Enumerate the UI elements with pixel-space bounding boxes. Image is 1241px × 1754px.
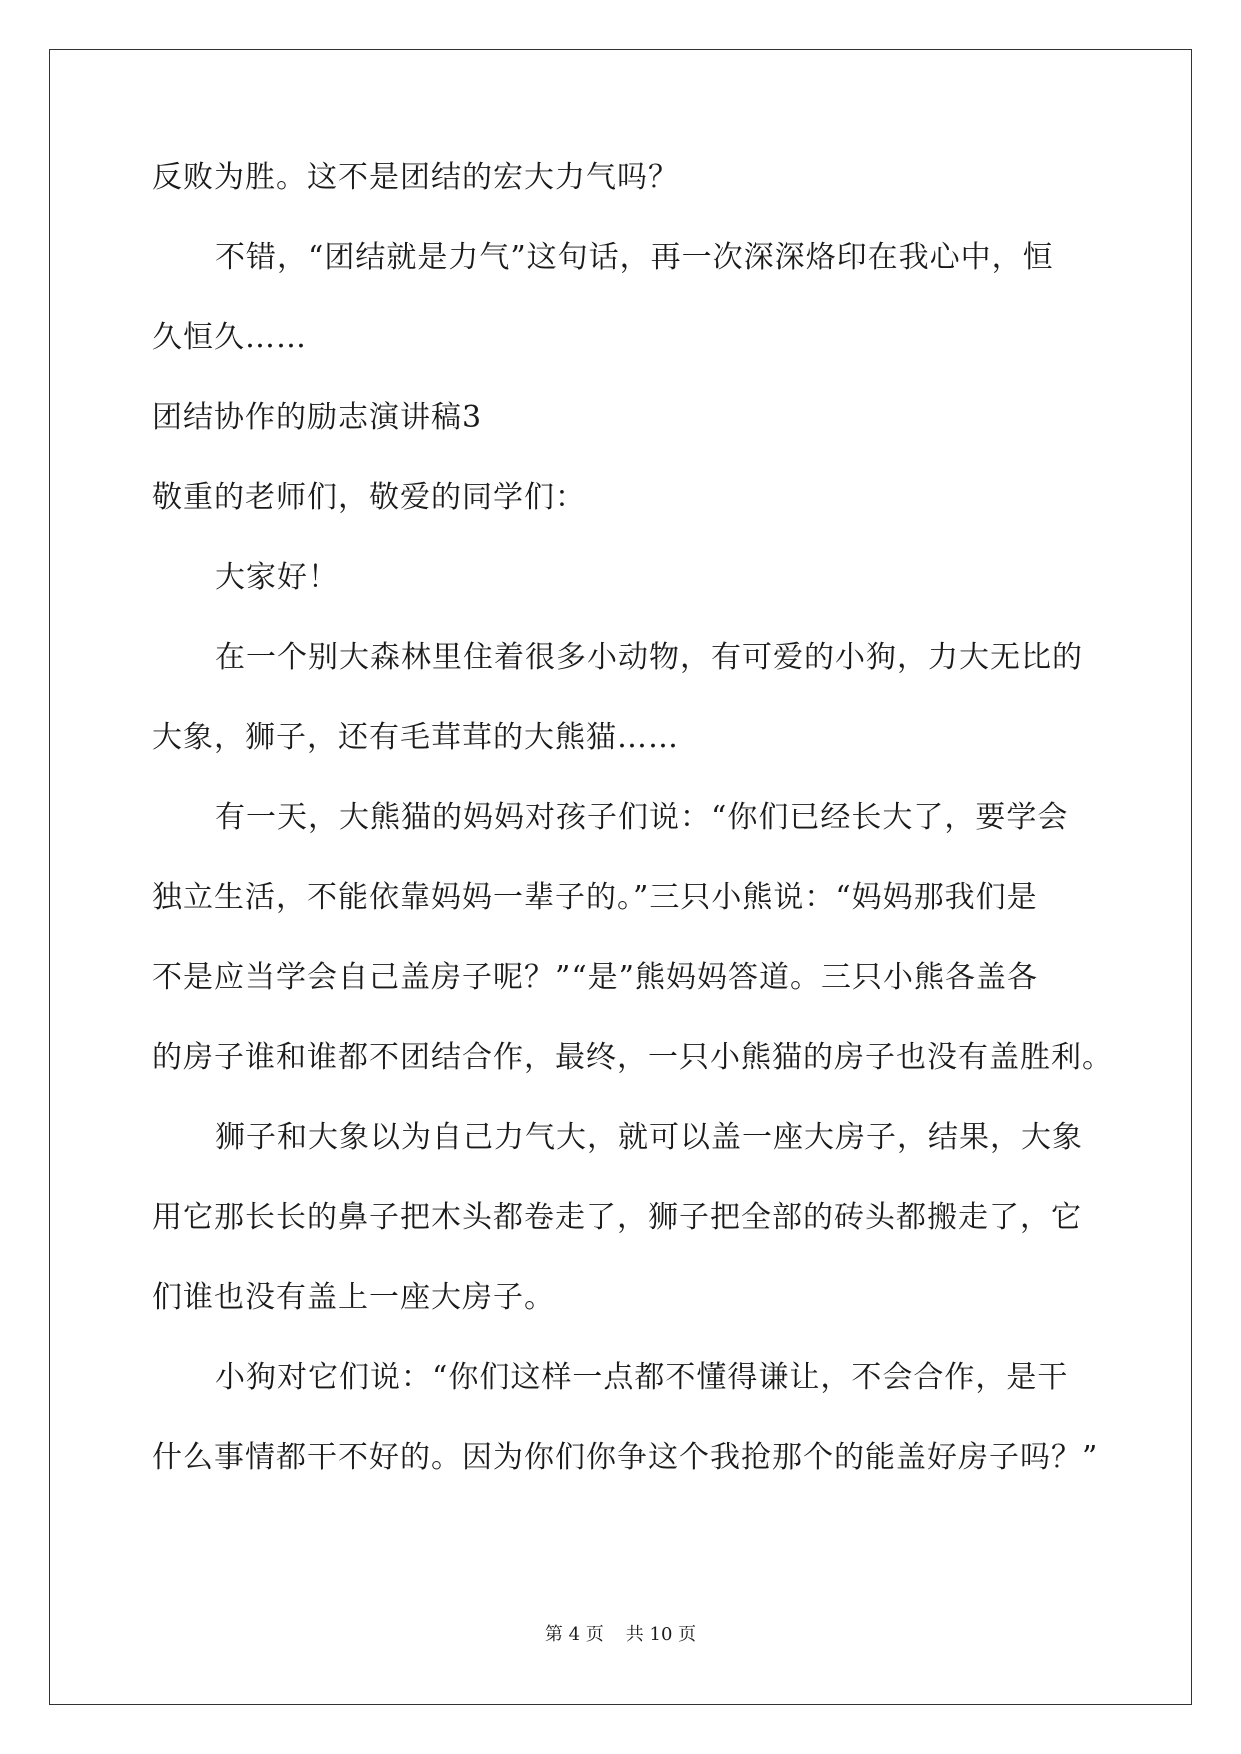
text-line: 大象，狮子，还有毛茸茸的大熊猫…… — [152, 720, 679, 755]
page-number: 第 4 页 — [544, 1624, 604, 1645]
text-line: 不是应当学会自己盖房子呢？”“是”熊妈妈答道。三只小熊各盖各 — [152, 960, 1039, 995]
document-body — [152, 158, 1113, 1518]
text-line: 什么事情都干不好的。因为你们你争这个我抢那个的能盖好房子吗？” — [152, 1440, 1099, 1475]
page-footer — [0, 1623, 1241, 1647]
text-line: 的房子谁和谁都不团结合作，最终，一只小熊猫的房子也没有盖胜利。 — [152, 1040, 1113, 1075]
section-title: 团结协作的励志演讲稿3 — [152, 400, 483, 435]
text-line: 久恒久…… — [152, 320, 307, 355]
text-line: 反败为胜。这不是团结的宏大力气吗？ — [152, 160, 679, 195]
salutation: 敬重的老师们，敬爱的同学们： — [152, 480, 586, 515]
text-line: 用它那长长的鼻子把木头都卷走了，狮子把全部的砖头都搬走了，它 — [152, 1200, 1082, 1235]
greeting: 大家好！ — [215, 560, 339, 595]
text-line: 不错，“团结就是力气”这句话，再一次深深烙印在我心中，恒 — [215, 240, 1054, 275]
page-total: 共 10 页 — [625, 1624, 697, 1645]
text-line: 们谁也没有盖上一座大房子。 — [152, 1280, 555, 1315]
text-line: 有一天，大熊猫的妈妈对孩子们说：“你们已经长大了，要学会 — [215, 800, 1069, 835]
text-line: 在一个别大森林里住着很多小动物，有可爱的小狗，力大无比的 — [215, 640, 1083, 675]
text-line: 独立生活，不能依靠妈妈一辈子的。”三只小熊说：“妈妈那我们是 — [152, 880, 1038, 915]
text-line: 狮子和大象以为自己力气大，就可以盖一座大房子，结果，大象 — [215, 1120, 1083, 1155]
text-line: 小狗对它们说：“你们这样一点都不懂得谦让，不会合作，是干 — [215, 1360, 1069, 1395]
